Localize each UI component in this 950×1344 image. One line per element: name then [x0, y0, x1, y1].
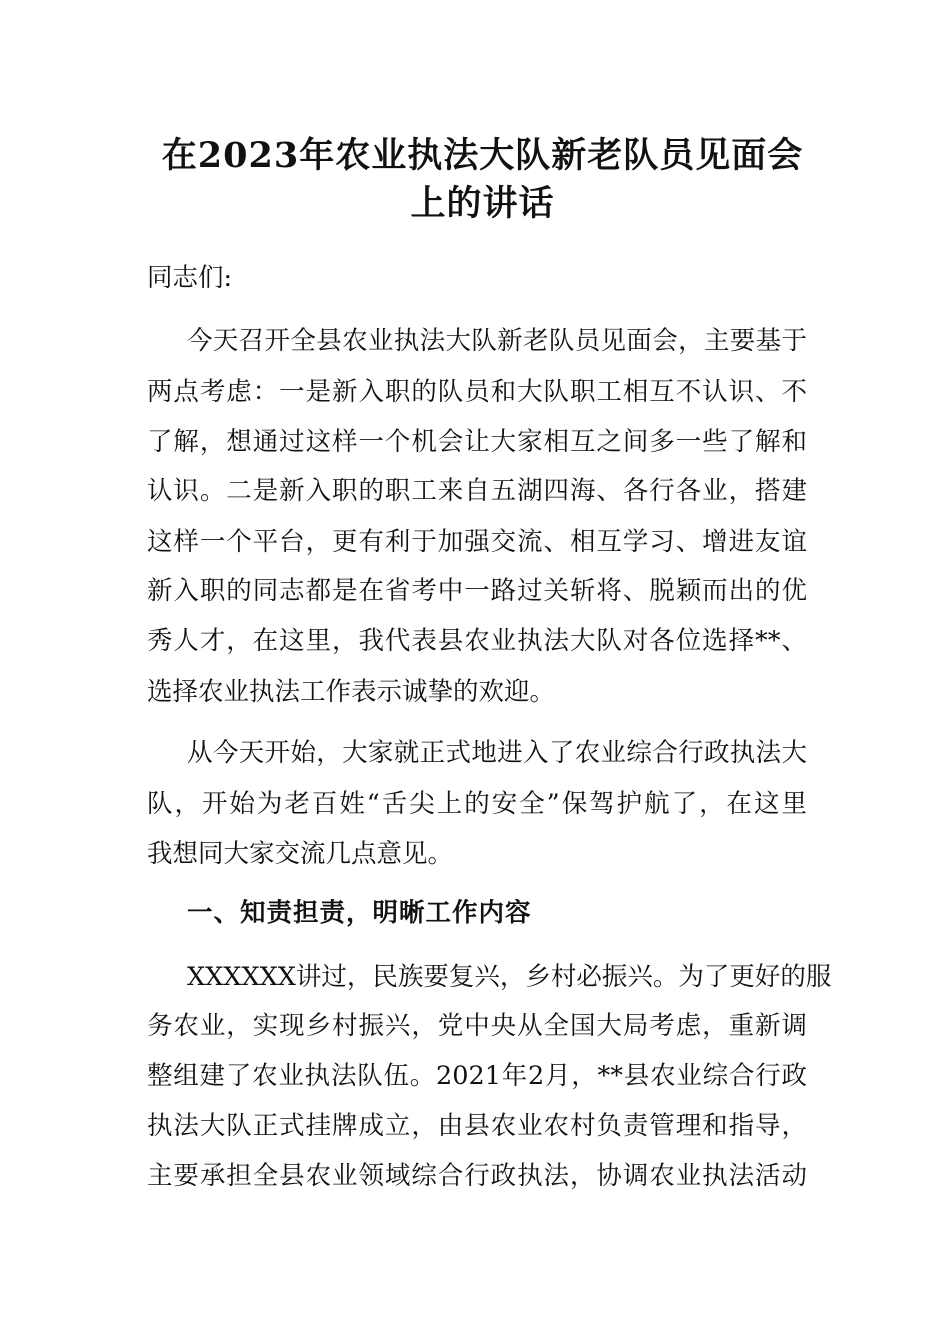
- paragraph-2-line-3: 我想同大家交流几点意见。: [147, 839, 454, 869]
- section-heading-1: 一、知责担责，明晰工作内容: [187, 898, 532, 928]
- document-title-line-2: 上的讲话: [410, 183, 555, 224]
- document-title-line-1: 在2023年农业执法大队新老队员见面会: [161, 135, 804, 176]
- paragraph-1-line-3: 了解，想通过这样一个机会让大家相互之间多一些了解和: [147, 427, 807, 457]
- paragraph-3-line-3: 整组建了农业执法队伍。2021年2月，**县农业综合行政: [147, 1061, 807, 1091]
- salutation: 同志们:: [147, 263, 233, 293]
- paragraph-1-line-2: 两点考虑：一是新入职的队员和大队职工相互不认识、不: [147, 377, 807, 407]
- paragraph-1-line-5: 这样一个平台，更有利于加强交流、相互学习、增进友谊: [147, 527, 807, 557]
- paragraph-3-line-2: 务农业，实现乡村振兴，党中央从全国大局考虑，重新调: [147, 1011, 807, 1041]
- paragraph-2-line-1: 从今天开始，大家就正式地进入了农业综合行政执法大: [187, 738, 807, 768]
- paragraph-2-line-2: 队，开始为老百姓“舌尖上的安全”保驾护航了，在这里: [147, 789, 807, 819]
- paragraph-1-line-1: 今天召开全县农业执法大队新老队员见面会，主要基于: [187, 326, 807, 356]
- paragraph-1-line-7: 秀人才，在这里，我代表县农业执法大队对各位选择**、: [147, 626, 807, 656]
- paragraph-3-line-5: 主要承担全县农业领域综合行政执法，协调农业执法活动: [147, 1161, 807, 1191]
- paragraph-1-line-6: 新入职的同志都是在省考中一路过关斩将、脱颖而出的优: [147, 576, 807, 606]
- paragraph-3-line-1: XXXXXX讲过，民族要复兴，乡村必振兴。为了更好的服: [187, 962, 832, 992]
- paragraph-3-line-4: 执法大队正式挂牌成立，由县农业农村负责管理和指导，: [147, 1111, 807, 1141]
- paragraph-1-line-8: 选择农业执法工作表示诚挚的欢迎。: [147, 677, 556, 707]
- paragraph-1-line-4: 认识。二是新入职的职工来自五湖四海、各行各业，搭建: [147, 476, 807, 506]
